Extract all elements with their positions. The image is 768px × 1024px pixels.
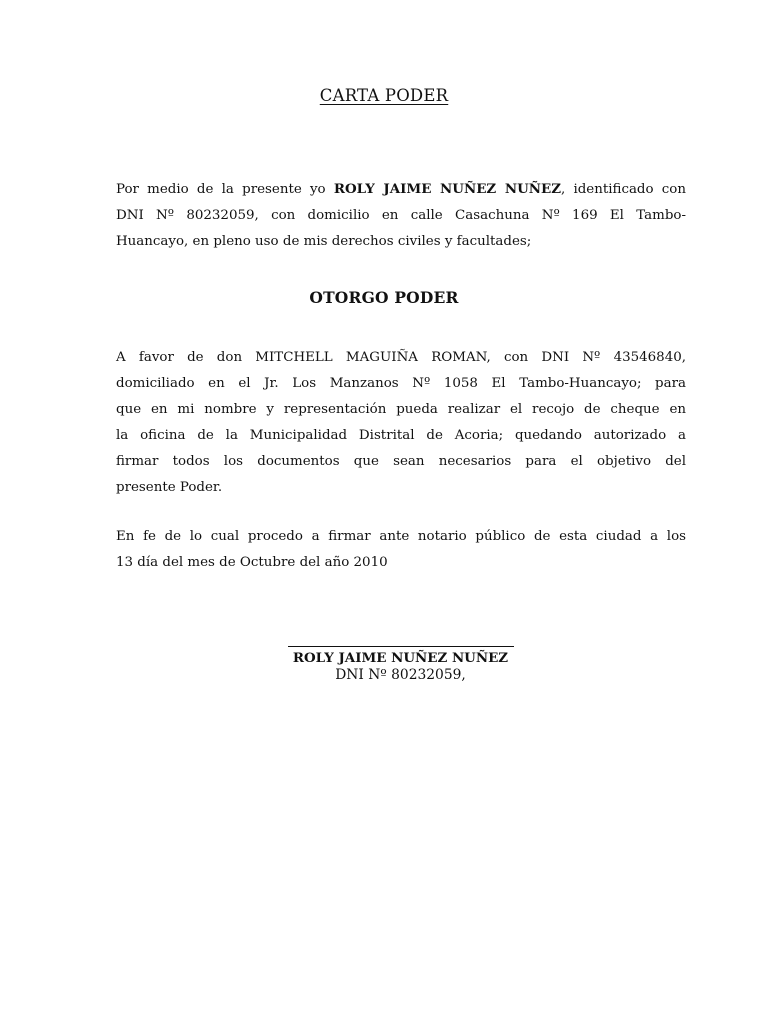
signature-name: ROLY JAIME NUÑEZ NUÑEZ — [292, 650, 509, 666]
intro-line-2: DNI Nº 80232059, con domicilio en calle Casachuna Nº 169 El Tambo- — [116, 208, 686, 223]
body-line-2: domiciliado en el Jr. Los Manzanos Nº 1058 El Tambo-Huancayo; para — [116, 376, 686, 391]
document-title: CARTA PODER — [319, 86, 449, 105]
body-line-1: A favor de don MITCHELL MAGUIÑA ROMAN, con DNI Nº 43546840, — [116, 350, 686, 365]
intro-line-1-pre: Por medio de la presente yo — [116, 182, 334, 197]
intro-line-1 — [116, 176, 686, 203]
intro-line-1-post: , identificado con — [560, 182, 686, 197]
signature-line — [288, 646, 514, 647]
closing-line-1: En fe de lo cual procedo a firmar ante notario público de esta ciudad a los — [116, 529, 686, 544]
intro-line-3: Huancayo, en pleno uso de mis derechos civiles y facultades; — [116, 234, 532, 249]
body-line-5: firmar todos los documentos que sean necesarios para el objetivo del — [116, 454, 686, 469]
signature-dni: DNI Nº 80232059, — [335, 667, 466, 683]
body-paragraph — [116, 345, 686, 501]
body-line-4: la oficina de la Municipalidad Distrital de Acoria; quedando autorizado a — [116, 428, 686, 443]
section-heading: OTORGO PODER — [309, 288, 459, 307]
closing-paragraph — [116, 524, 686, 576]
body-line-3: que en mi nombre y representación pueda realizar el recojo de cheque en — [116, 402, 686, 417]
body-line-6: presente Poder. — [116, 480, 223, 495]
intro-paragraph — [116, 176, 686, 255]
closing-line-2: 13 día del mes de Octubre del año 2010 — [116, 555, 388, 570]
grantor-name: ROLY JAIME NUÑEZ NUÑEZ — [333, 181, 561, 197]
